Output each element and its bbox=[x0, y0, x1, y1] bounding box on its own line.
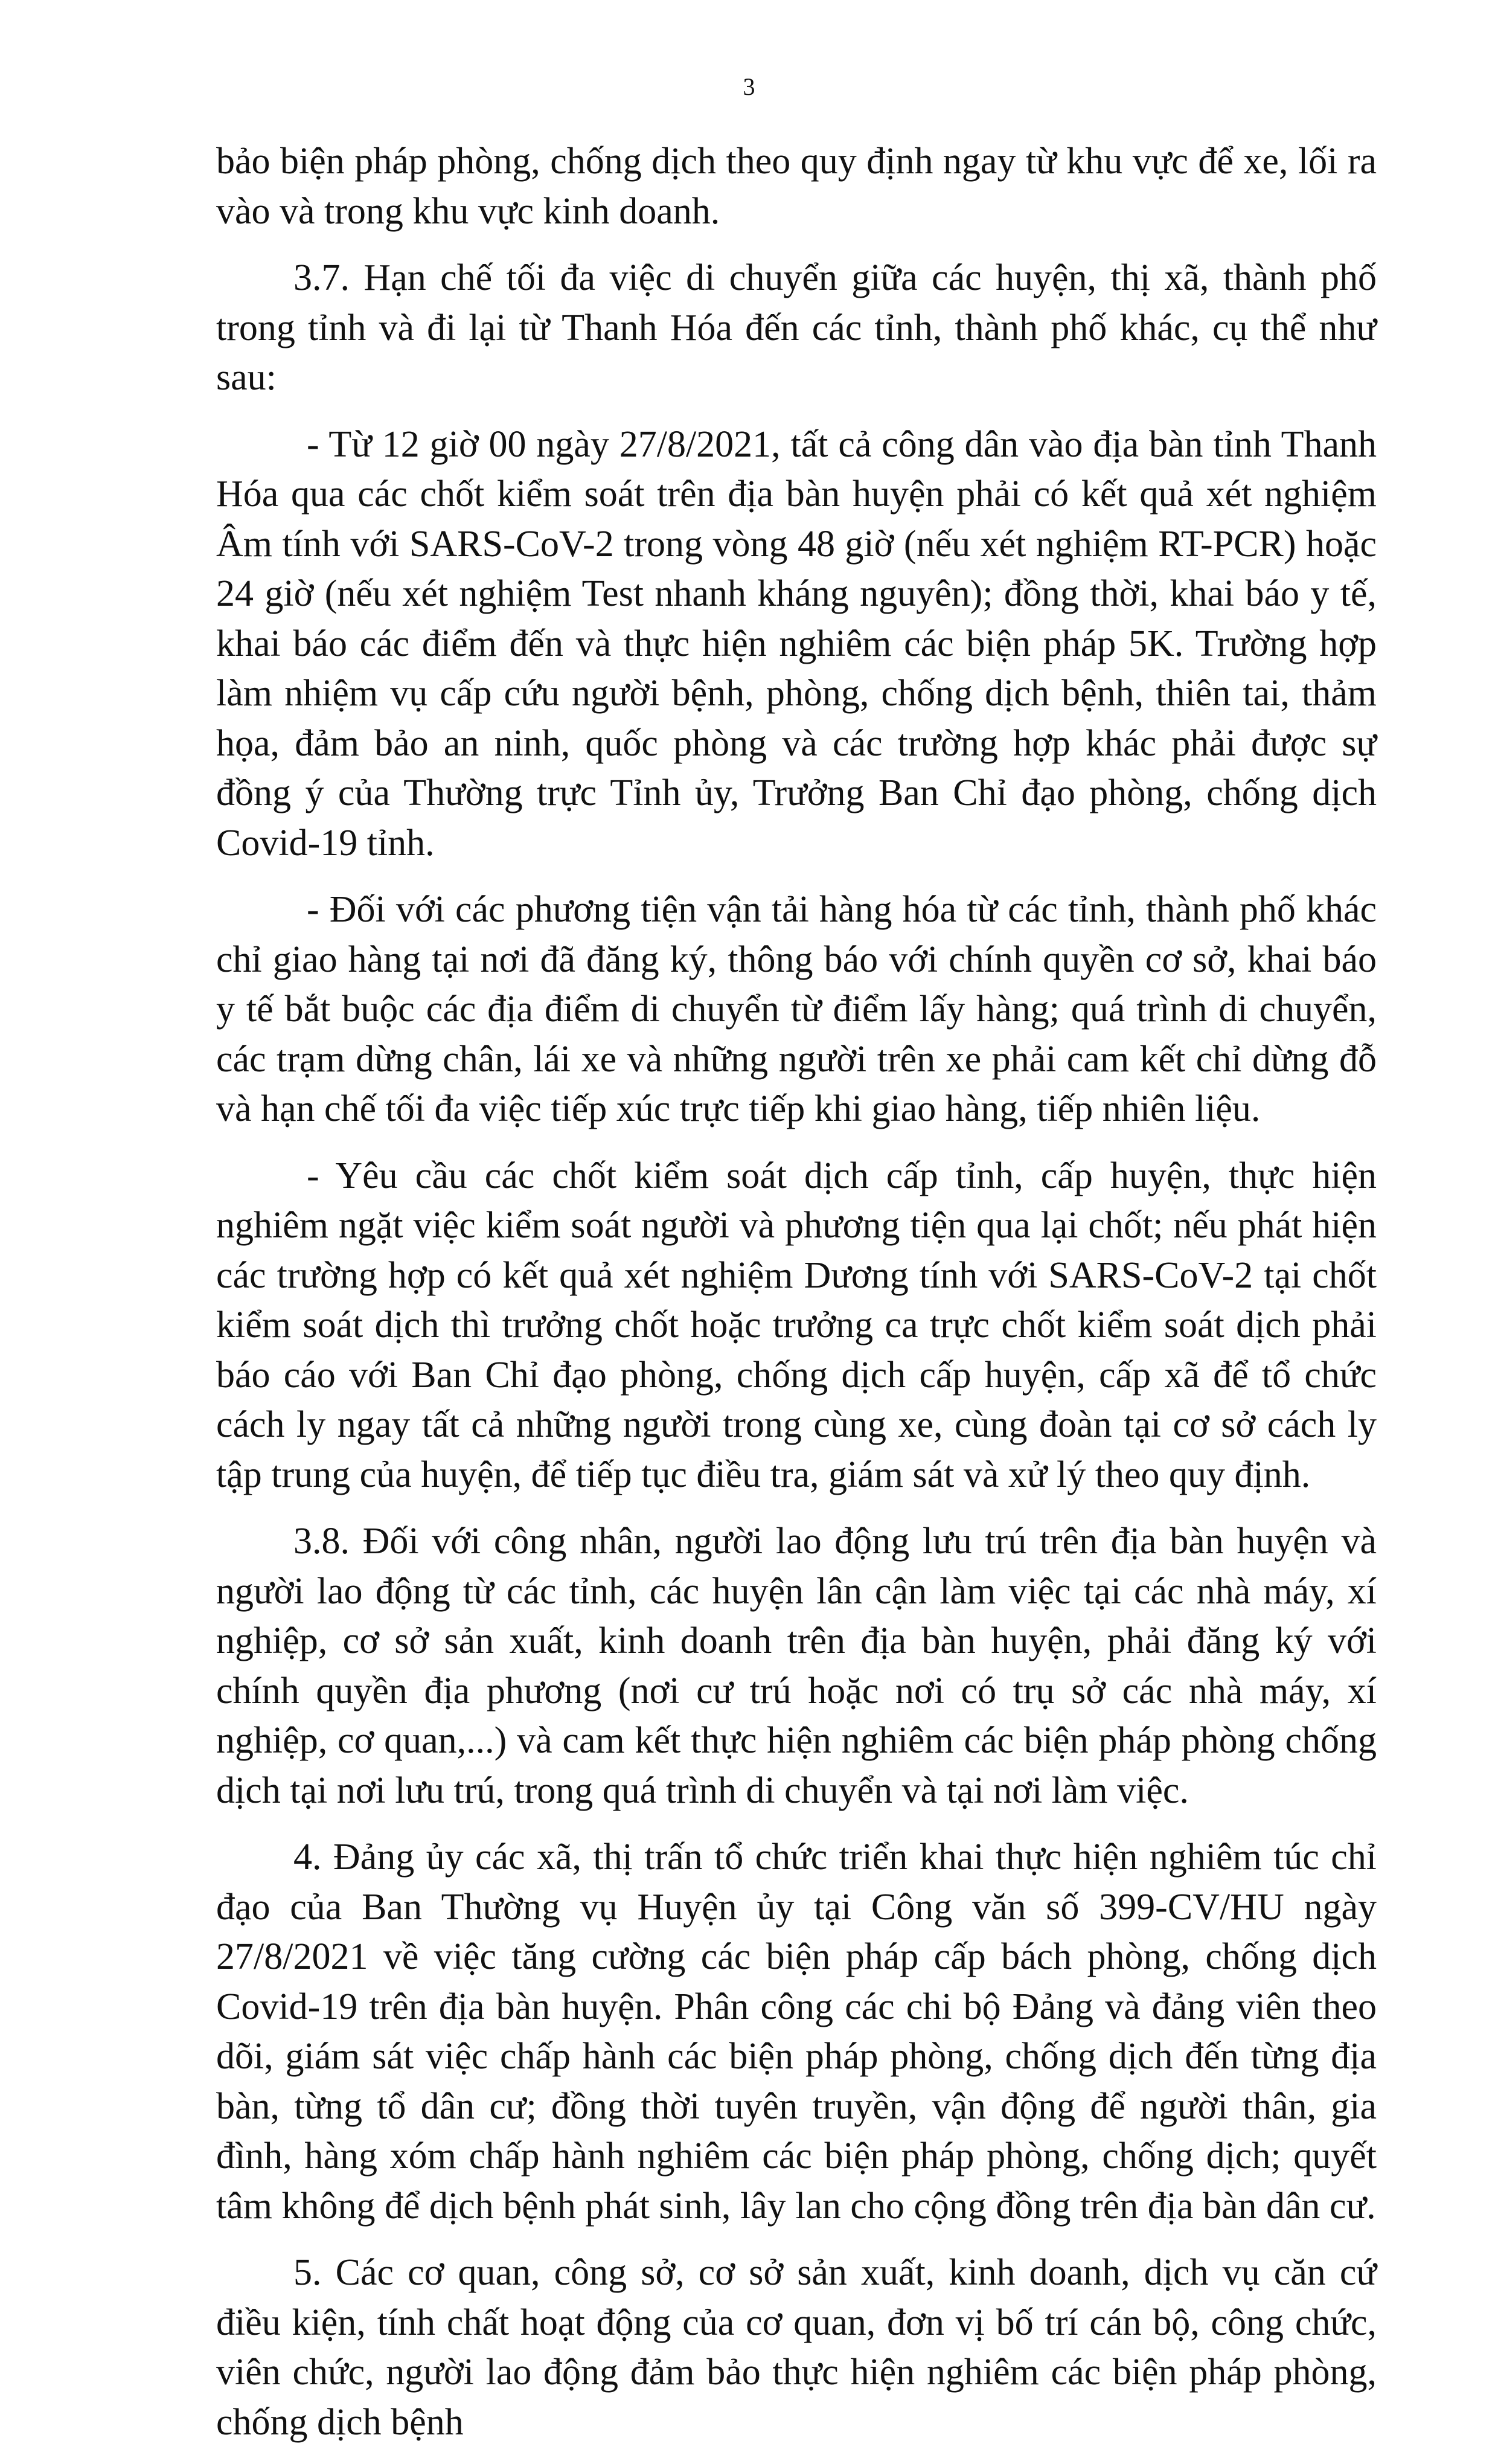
paragraph-5: 5. Các cơ quan, công sở, cơ sở sản xuất, kinh doanh, dịch vụ căn cứ điều kiện, tính chất hoạt động của cơ quan, đơn vị bố trí cán bộ, công chức, viên chức, người lao động đảm bảo thực hiện nghiêm các biện pháp phòng, chống dịch bệnh bbox=[216, 2252, 1377, 2443]
page-number: 3 bbox=[743, 73, 755, 100]
paragraph-bullet-control: - Yêu cầu các chốt kiểm soát dịch cấp tỉnh, cấp huyện, thực hiện nghiêm ngặt việc kiểm soát người và phương tiện qua lại chốt; nếu phát hiện các trường hợp có kết quả xét nghiệm Dương tính với SARS-CoV-2 tại chốt kiểm soát dịch thì trưởng chốt hoặc trưởng ca trực chốt kiểm soát dịch phải báo cáo với Ban Chỉ đạo phòng, chống dịch cấp huyện, cấp xã để tổ chức cách ly ngay tất cả những người trong cùng xe, cùng đoàn tại cơ sở cách ly tập trung của huyện, để tiếp tục điều tra, giám sát và xử lý theo quy định. bbox=[216, 1155, 1377, 1495]
paragraph-3-7: 3.7. Hạn chế tối đa việc di chuyển giữa các huyện, thị xã, thành phố trong tỉnh và đi lại từ Thanh Hóa đến các tỉnh, thành phố khác, cụ thể như sau: bbox=[216, 257, 1377, 398]
paragraph-continuation: bảo biện pháp phòng, chống dịch theo quy định ngay từ khu vực để xe, lối ra vào và trong khu vực kinh doanh. bbox=[216, 141, 1377, 232]
paragraph-4: 4. Đảng ủy các xã, thị trấn tổ chức triển khai thực hiện nghiêm túc chỉ đạo của Ban Thường vụ Huyện ủy tại Công văn số 399-CV/HU ngày 27/8/2021 về việc tăng cường các biện pháp cấp bách phòng, chống dịch Covid-19 trên địa bàn huyện. Phân công các chi bộ Đảng và đảng viên theo dõi, giám sát việc chấp hành các biện pháp phòng, chống dịch đến từng địa bàn, từng tổ dân cư; đồng thời tuyên truyền, vận động để người thân, gia đình, hàng xóm chấp hành nghiêm các biện pháp phòng, chống dịch; quyết tâm không để dịch bệnh phát sinh, lây lan cho cộng đồng trên địa bàn dân cư. bbox=[216, 1837, 1377, 2227]
paragraph-3-8: 3.8. Đối với công nhân, người lao động lưu trú trên địa bàn huyện và người lao động từ các tỉnh, các huyện lân cận làm việc tại các nhà máy, xí nghiệp, cơ sở sản xuất, kinh doanh trên địa bàn huyện, phải đăng ký với chính quyền địa phương (nơi cư trú hoặc nơi có trụ sở các nhà máy, xí nghiệp, cơ quan,...) và cam kết thực hiện nghiêm các biện pháp phòng chống dịch tại nơi lưu trú, trong quá trình di chuyển và tại nơi làm việc. bbox=[216, 1521, 1377, 1811]
paragraph-bullet-freight: - Đối với các phương tiện vận tải hàng hóa từ các tỉnh, thành phố khác chỉ giao hàng tại nơi đã đăng ký, thông báo với chính quyền cơ sở, khai báo y tế bắt buộc các địa điểm di chuyển từ điểm lấy hàng; quá trình di chuyển, các trạm dừng chân, lái xe và những người trên xe phải cam kết chỉ dừng đỗ và hạn chế tối đa việc tiếp xúc trực tiếp khi giao hàng, tiếp nhiên liệu. bbox=[216, 889, 1377, 1129]
paragraph-bullet-checkpoints: - Từ 12 giờ 00 ngày 27/8/2021, tất cả công dân vào địa bàn tỉnh Thanh Hóa qua các chốt kiểm soát trên địa bàn huyện phải có kết quả xét nghiệm Âm tính với SARS-CoV-2 trong vòng 48 giờ (nếu xét nghiệm RT-PCR) hoặc 24 giờ (nếu xét nghiệm Test nhanh kháng nguyên); đồng thời, khai báo y tế, khai báo các điểm đến và thực hiện nghiêm các biện pháp 5K. Trường hợp làm nhiệm vụ cấp cứu người bệnh, phòng, chống dịch bệnh, thiên tai, thảm họa, đảm bảo an ninh, quốc phòng và các trường hợp khác phải được sự đồng ý của Thường trực Tỉnh ủy, Trưởng Ban Chỉ đạo phòng, chống dịch Covid-19 tỉnh. bbox=[216, 423, 1377, 864]
document-body bbox=[216, 136, 1377, 2464]
